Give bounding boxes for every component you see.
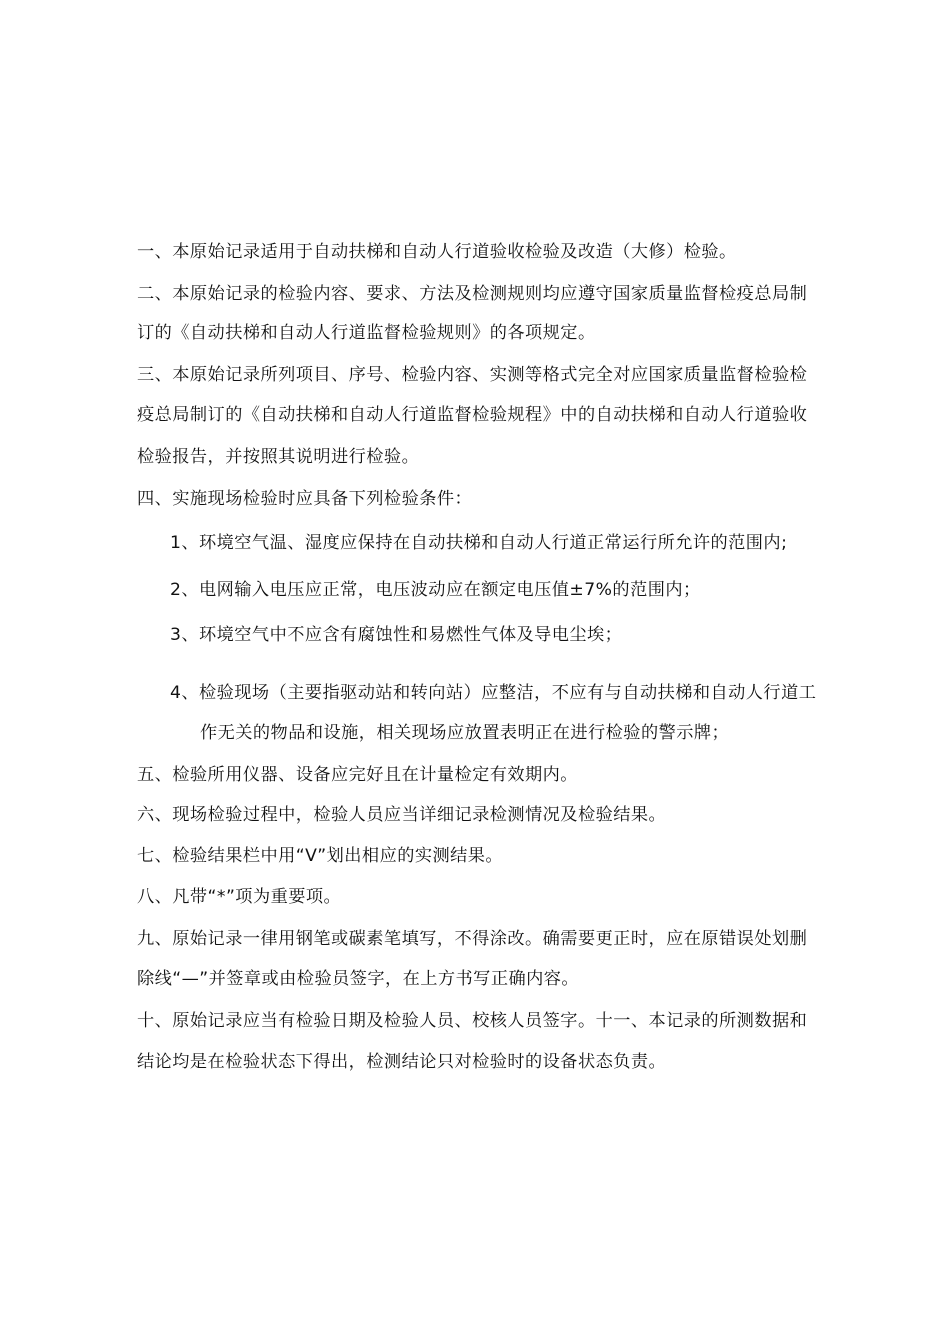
paragraph-3-line-1: 三、本原始记录所列项目、序号、检验内容、实测等格式完全对应国家质量监督检验检 [137, 365, 808, 385]
paragraph-8: 八、凡带“*”项为重要项。 [137, 887, 342, 907]
paragraph-3-line-2: 疫总局制订的《自动扶梯和自动人行道监督检验规程》中的自动扶梯和自动人行道验收 [137, 405, 808, 425]
paragraph-4: 四、实施现场检验时应具备下列检验条件： [137, 489, 473, 509]
paragraph-10-line-2: 结论均是在检验状态下得出，检测结论只对检验时的设备状态负责。 [137, 1052, 667, 1072]
paragraph-9-line-2: 除线“—”并签章或由检验员签字，在上方书写正确内容。 [137, 969, 580, 989]
condition-4-line-1: 4、检验现场（主要指驱动站和转向站）应整洁，不应有与自动扶梯和自动人行道工 [170, 683, 817, 703]
paragraph-1: 一、本原始记录适用于自动扶梯和自动人行道验收检验及改造（大修）检验。 [137, 242, 737, 262]
paragraph-2-line-1: 二、本原始记录的检验内容、要求、方法及检测规则均应遵守国家质量监督检疫总局制 [137, 284, 808, 304]
paragraph-2-line-2: 订的《自动扶梯和自动人行道监督检验规则》的各项规定。 [137, 323, 596, 343]
condition-2: 2、电网输入电压应正常，电压波动应在额定电压值±7%的范围内； [170, 580, 701, 600]
condition-3: 3、环境空气中不应含有腐蚀性和易燃性气体及导电尘埃； [170, 625, 623, 645]
condition-4-line-2: 作无关的物品和设施，相关现场应放置表明正在进行检验的警示牌； [200, 723, 730, 743]
paragraph-9-line-1: 九、原始记录一律用钢笔或碳素笔填写，不得涂改。确需要更正时，应在原错误处划删 [137, 929, 808, 949]
paragraph-3-line-3: 检验报告，并按照其说明进行检验。 [137, 447, 420, 467]
paragraph-6: 六、现场检验过程中，检验人员应当详细记录检测情况及检验结果。 [137, 805, 667, 825]
paragraph-5: 五、检验所用仪器、设备应完好且在计量检定有效期内。 [137, 765, 578, 785]
paragraph-10-line-1: 十、原始记录应当有检验日期及检验人员、校核人员签字。十一、本记录的所测数据和 [137, 1011, 808, 1031]
condition-1: 1、环境空气温、湿度应保持在自动扶梯和自动人行道正常运行所允许的范围内; [170, 533, 788, 553]
paragraph-7: 七、检验结果栏中用“V”划出相应的实测结果。 [137, 846, 504, 866]
